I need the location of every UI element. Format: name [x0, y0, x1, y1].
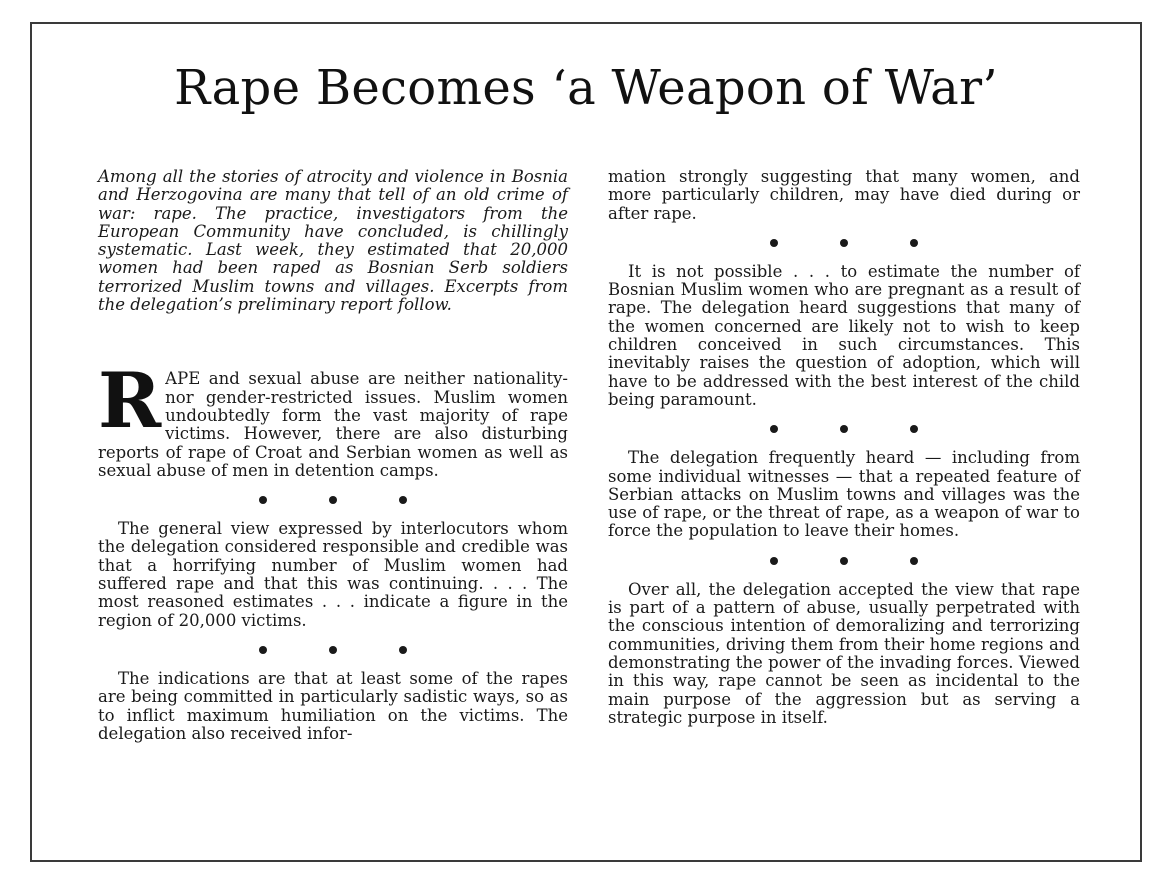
paragraph-1 — [98, 356, 568, 480]
paragraph-4: It is not possible . . . to estimate the number of Bosnian Muslim women who are pregnant as a result of rape. The delegation heard suggestions that many of the women concerned are likely not to wish to keep children conceived in such circumstances. This inevitably raises the question of adoption, which will have to be addressed with the best interest of the child being paramount. — [608, 261, 1080, 409]
separator-dot — [329, 496, 337, 504]
separator-dot — [840, 239, 848, 247]
section-separator — [98, 492, 568, 508]
section-separator — [608, 235, 1080, 251]
separator-dot — [910, 425, 918, 433]
separator-dot — [399, 496, 407, 504]
right-column — [608, 168, 1080, 727]
paragraph-6: Over all, the delegation accepted the view that rape is part of a pattern of abuse, usually perpetrated with the conscious intention of demoralizing and terrorizing communities, driving them from their home regions and demonstrating the power of the invading forces. Viewed in this way, rape cannot be seen as incidental to the main purpose of the aggression but as serving a strategic purpose in itself. — [608, 579, 1080, 727]
section-separator — [608, 553, 1080, 569]
section-separator — [98, 642, 568, 658]
separator-dot — [259, 646, 267, 654]
separator-dot — [840, 425, 848, 433]
paragraph-5: The delegation frequently heard — including from some individual witnesses — that a repeated feature of Serbian attacks on Muslim towns and villages was the use of rape, or the threat of rape, as a weapon of war to force the population to leave their homes. — [608, 448, 1080, 541]
section-separator — [608, 421, 1080, 437]
separator-dot — [910, 557, 918, 565]
headline: Rape Becomes ‘a Weapon of War’ — [174, 60, 998, 116]
paragraph-1-text: and sexual abuse are neither nationality- nor gender-restricted issues. Muslim women undoubtedly form the vast majority of rape victims. However, there are also disturbing reports of rape of Croat and Serbian women as well as sexual abuse of men in detention camps. — [98, 369, 568, 480]
drop-cap: R — [98, 356, 162, 446]
paragraph-2: The general view expressed by interlocutors whom the delegation considered responsible and credible was that a horrifying number of Muslim women had suffered rape and that this was continuing. . . . The most reasoned estimates . . . indicate a figure in the region of 20,000 victims. — [98, 519, 568, 630]
paragraph-3-continued: mation strongly suggesting that many women, and more particularly children, may have died during or after rape. — [608, 167, 1080, 223]
separator-dot — [770, 557, 778, 565]
left-column — [98, 168, 568, 743]
separator-dot — [770, 425, 778, 433]
separator-dot — [399, 646, 407, 654]
paragraph-1-lead: APE — [165, 369, 201, 389]
separator-dot — [770, 239, 778, 247]
paragraph-3: The indications are that at least some of the rapes are being committed in particularly sadistic ways, so as to inflict maximum humiliation on the victims. The delegation also received infor- — [98, 668, 568, 743]
intro-paragraph: Among all the stories of atrocity and violence in Bosnia and Herzogovina are many that tell of an old crime of war: rape. The practice, investigators from the European Community have concluded, is chillingly systematic. Last week, they estimated that 20,000 women had been raped as Bosnian Serb soldiers terrorized Muslim towns and villages. Excerpts from the delegation’s preliminary report follow. — [98, 167, 568, 315]
separator-dot — [329, 646, 337, 654]
separator-dot — [259, 496, 267, 504]
separator-dot — [910, 239, 918, 247]
separator-dot — [840, 557, 848, 565]
